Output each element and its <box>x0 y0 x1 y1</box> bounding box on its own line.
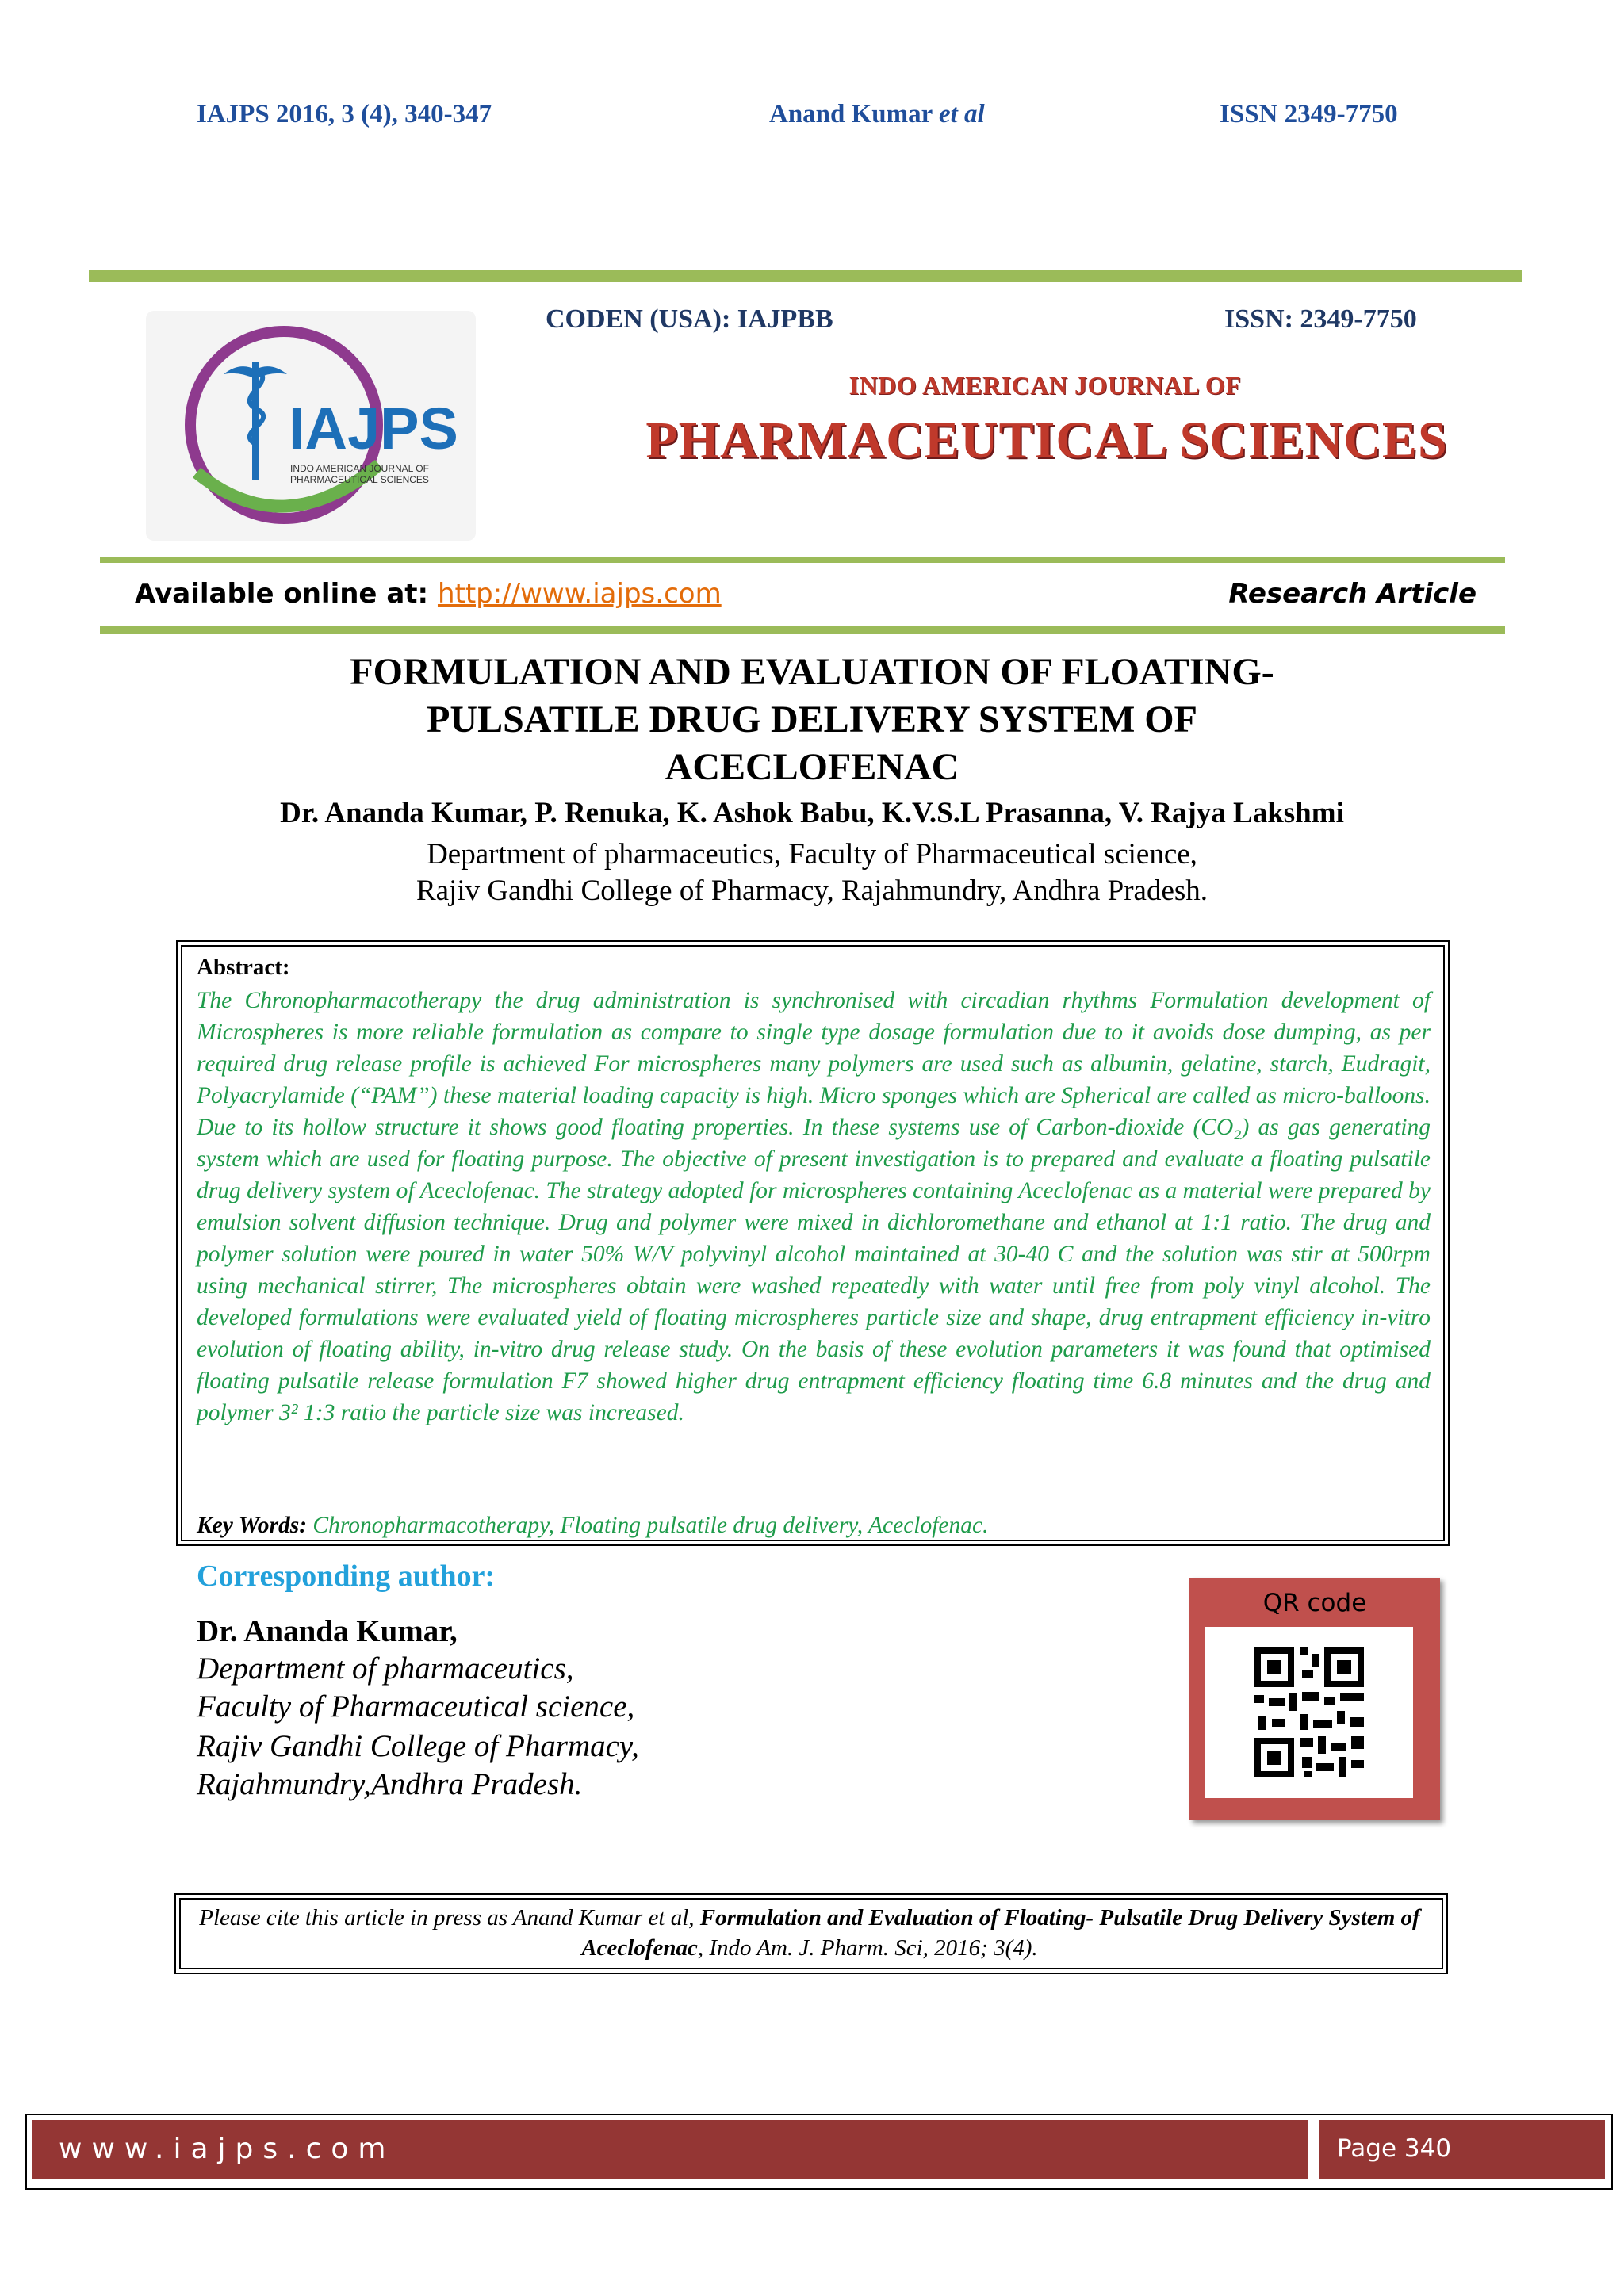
corresponding-line3: Rajiv Gandhi College of Pharmacy, <box>197 1729 639 1763</box>
abstract-heading: Abstract: <box>197 955 290 980</box>
footer-page-number: Page 340 <box>1337 2134 1452 2163</box>
journal-name-line2: PHARMACEUTICAL SCIENCES <box>645 411 1448 469</box>
keywords <box>197 1513 989 1539</box>
footer-url: www.iajps.com <box>59 2133 396 2165</box>
logo-subtext-line1: INDO AMERICAN JOURNAL OF <box>290 463 429 474</box>
logo-subtext-line2: PHARMACEUTICAL SCIENCES <box>290 474 429 485</box>
journal-url-link[interactable]: http://www.iajps.com <box>437 578 722 610</box>
article-title <box>119 649 1505 791</box>
masthead-top-rule <box>89 270 1522 282</box>
qr-code-label: QR code <box>1262 1589 1367 1617</box>
journal-name-line1: INDO AMERICAN JOURNAL OF <box>848 371 1242 400</box>
corresponding-line1: Department of pharmaceutics, <box>197 1651 574 1686</box>
citation-title: Formulation and Evaluation of Floating- Pulsatile Drug Delivery System of Aceclofenac <box>581 1905 1420 1961</box>
running-author <box>769 100 985 129</box>
running-citation: IAJPS 2016, 3 (4), 340-347 <box>197 100 492 128</box>
masthead-issn: ISSN: 2349-7750 <box>1224 304 1417 334</box>
affiliation-line1: Department of pharmaceutics, Faculty of Pharmaceutical science, <box>427 838 1197 871</box>
article-authors: Dr. Ananda Kumar, P. Renuka, K. Ashok Babu, K.V.S.L Prasanna, V. Rajya Lakshmi <box>280 797 1344 829</box>
article-type: Research Article <box>1228 578 1477 610</box>
corresponding-name: Dr. Ananda Kumar, <box>197 1614 458 1648</box>
logo-subtext <box>290 463 429 485</box>
coden-code: CODEN (USA): IAJPBB <box>546 304 833 334</box>
qr-code-icon[interactable] <box>1205 1627 1413 1798</box>
article-title-line2: PULSATILE DRUG DELIVERY SYSTEM OF <box>427 698 1197 740</box>
availability-line <box>135 578 722 610</box>
running-author-suffix: et al <box>938 100 985 128</box>
article-title-line1: FORMULATION AND EVALUATION OF FLOATING- <box>350 651 1274 693</box>
qr-code-frame <box>1205 1627 1413 1798</box>
keywords-label: Key Words: <box>197 1513 308 1538</box>
citation-suffix: , Indo Am. J. Pharm. Sci, 2016; 3(4). <box>697 1935 1038 1961</box>
citation-prefix: Please cite this article in press as Anand Kumar et al, <box>199 1905 700 1931</box>
citation-text <box>187 1903 1432 1963</box>
affiliation-line2: Rajiv Gandhi College of Pharmacy, Rajahmundry, Andhra Pradesh. <box>416 874 1208 907</box>
article-title-line3: ACECLOFENAC <box>665 746 959 788</box>
journal-logo <box>141 306 481 545</box>
masthead-bottom-rule <box>100 626 1505 634</box>
logo-text: IAJPS <box>289 396 458 461</box>
corresponding-heading: Corresponding author: <box>197 1559 496 1593</box>
corresponding-line2: Faculty of Pharmaceutical science, <box>197 1689 635 1724</box>
keywords-text: Chronopharmacotherapy, Floating pulsatile drug delivery, Aceclofenac. <box>312 1513 989 1538</box>
abstract-text: The Chronopharmacotherapy the drug administration is synchronised with circadian rhythms Formulation development of Microspheres is more reliable formulation as compare to single type dosage formulation due to it avoids dose dumping, as per required drug release profile is achieved For microspheres many polymers are used such as albumin, gelatine, starch, Eudragit, Polyacrylamide (“PAM”) these material loading capacity is high. Micro sponges which are Spherical are called as micro-balloons. Due to its hollow structure it shows good floating properties. In these systems use of Carbon-dioxide (CO₂) as gas generating system which are used for floating purpose. The objective of present investigation is to prepared and evaluate a floating pulsatile drug delivery system of Aceclofenac. The strategy adopted for microspheres containing Aceclofenac as a material were prepared by emulsion solvent diffusion technique. Drug and polymer were mixed in dichloromethane and ethanol at 1:1 ratio. The drug and polymer solution were poured in water 50% W/V polyvinyl alcohol maintained at 30-40 C and the solution was stir at 500rpm using mechanical stirrer, The microspheres obtain were washed repeatedly with water until free from poly vinyl alcohol. The developed formulations were evaluated yield of floating microspheres particle size and shape, drug entrapment efficiency in-vitro evolution of floating ability, in-vitro drug release study. On the basis of these evolution parameters it was found that optimised floating pulsatile release formulation F7 showed higher drug entrapment efficiency floating time 6.8 minutes and the drug and polymer 3² 1:3 ratio the particle size was increased. <box>197 988 1431 1425</box>
running-author-name: Anand Kumar <box>769 100 933 128</box>
running-issn: ISSN 2349-7750 <box>1220 100 1398 128</box>
corresponding-line4: Rajahmundry,Andhra Pradesh. <box>197 1767 583 1801</box>
availability-label: Available online at: <box>135 578 429 610</box>
masthead-mid-rule <box>100 557 1505 563</box>
